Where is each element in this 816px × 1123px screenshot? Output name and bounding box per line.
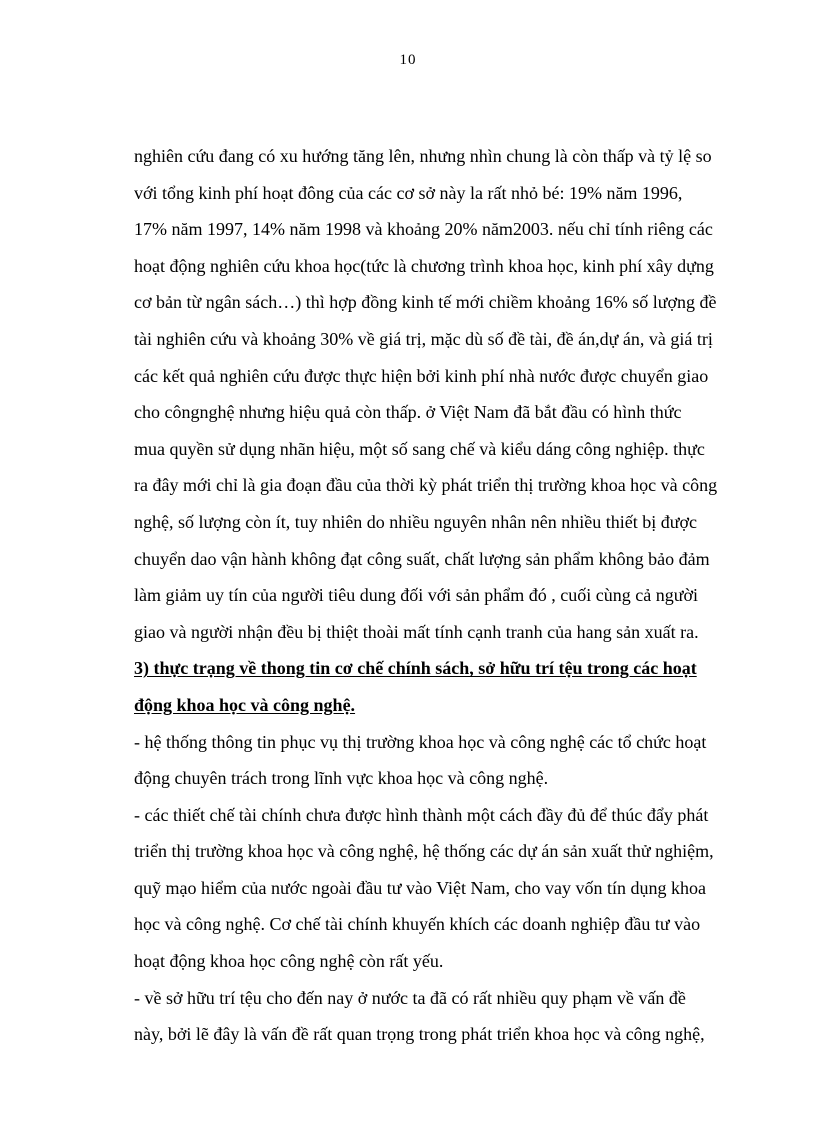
- text-line: mua quyền sử dụng nhãn hiệu, một số sang chế và kiểu dáng công nghiệp. thực: [134, 438, 705, 459]
- text-line: - các thiết chế tài chính chưa được hình thành một cách đầy đủ để thúc đẩy phát: [134, 804, 709, 825]
- text-line: 17% năm 1997, 14% năm 1998 và khoảng 20% năm2003. nếu chỉ tính riêng các: [134, 219, 713, 240]
- text-line: tài nghiên cứu và khoảng 30% về giá trị, mặc dù số đề tài, đề án,dự án, và giá trị: [134, 328, 713, 349]
- text-line: - hệ thống thông tin phục vụ thị trường khoa học và công nghệ các tổ chức hoạt: [134, 731, 707, 752]
- text-line: học và công nghệ. Cơ chế tài chính khuyến khích các doanh nghiệp đầu tư vào: [134, 914, 701, 935]
- text-line: nghiên cứu đang có xu hướng tăng lên, nhưng nhìn chung là còn thấp và tỷ lệ so: [134, 146, 712, 166]
- text-line: ra đây mới chỉ là gia đoạn đầu của thời kỳ phát triển thị trường khoa học và công: [134, 475, 718, 496]
- text-line: hoạt động khoa học công nghệ còn rất yếu.: [134, 951, 444, 972]
- page-number: 10: [399, 52, 417, 68]
- section-heading-line-2: động khoa học và công nghệ.: [134, 694, 356, 715]
- text-line: các kết quả nghiên cứu được thực hiện bởi kinh phí nhà nước được chuyển giao: [134, 365, 709, 386]
- text-line: triển thị trường khoa học và công nghệ, hệ thống các dự án sản xuất thử nghiệm,: [134, 841, 714, 862]
- text-line: làm giảm uy tín của người tiêu dung đối với sản phẩm đó , cuối cùng cả người: [134, 585, 698, 606]
- text-line: hoạt động nghiên cứu khoa học(tức là chương trình khoa học, kinh phí xây dựng: [134, 255, 714, 276]
- section-heading: [134, 650, 746, 687]
- text-line: quỹ mạo hiểm của nước ngoài đầu tư vào Việt Nam, cho vay vốn tín dụng khoa: [134, 877, 706, 898]
- text-line: nghệ, số lượng còn ít, tuy nhiên do nhiều nguyên nhân nên nhiều thiết bị được: [134, 511, 697, 532]
- text-line: động chuyên trách trong lĩnh vực khoa học và công nghệ.: [134, 768, 549, 789]
- text-line: với tổng kinh phí hoạt đông của các cơ sở này la rất nhỏ bé: 19% năm 1996,: [134, 182, 683, 203]
- document-body: [134, 138, 746, 1053]
- section-heading-line-1: 3) thực trạng về thong tin cơ chế chính sách, sở hữu trí tệu trong các hoạt: [134, 658, 697, 679]
- text-line: giao và người nhận đều bị thiệt thoài mất tính cạnh tranh của hang sản xuất ra.: [134, 621, 699, 642]
- text-line: chuyển dao vận hành không đạt công suất, chất lượng sản phẩm không bảo đảm: [134, 548, 710, 569]
- text-line: cho côngnghệ nhưng hiệu quả còn thấp. ở Việt Nam đã bắt đầu có hình thức: [134, 402, 682, 423]
- text-line: này, bởi lẽ đây là vấn đề rất quan trọng trong phát triển khoa học và công nghệ,: [134, 1024, 705, 1045]
- text-line: - về sở hữu trí tệu cho đến nay ở nước ta đã có rất nhiều quy phạm về vấn đề: [134, 987, 686, 1008]
- text-line: cơ bản từ ngân sách…) thì hợp đồng kinh tế mới chiềm khoảng 16% số lượng đề: [134, 292, 717, 313]
- section-heading: [134, 687, 746, 724]
